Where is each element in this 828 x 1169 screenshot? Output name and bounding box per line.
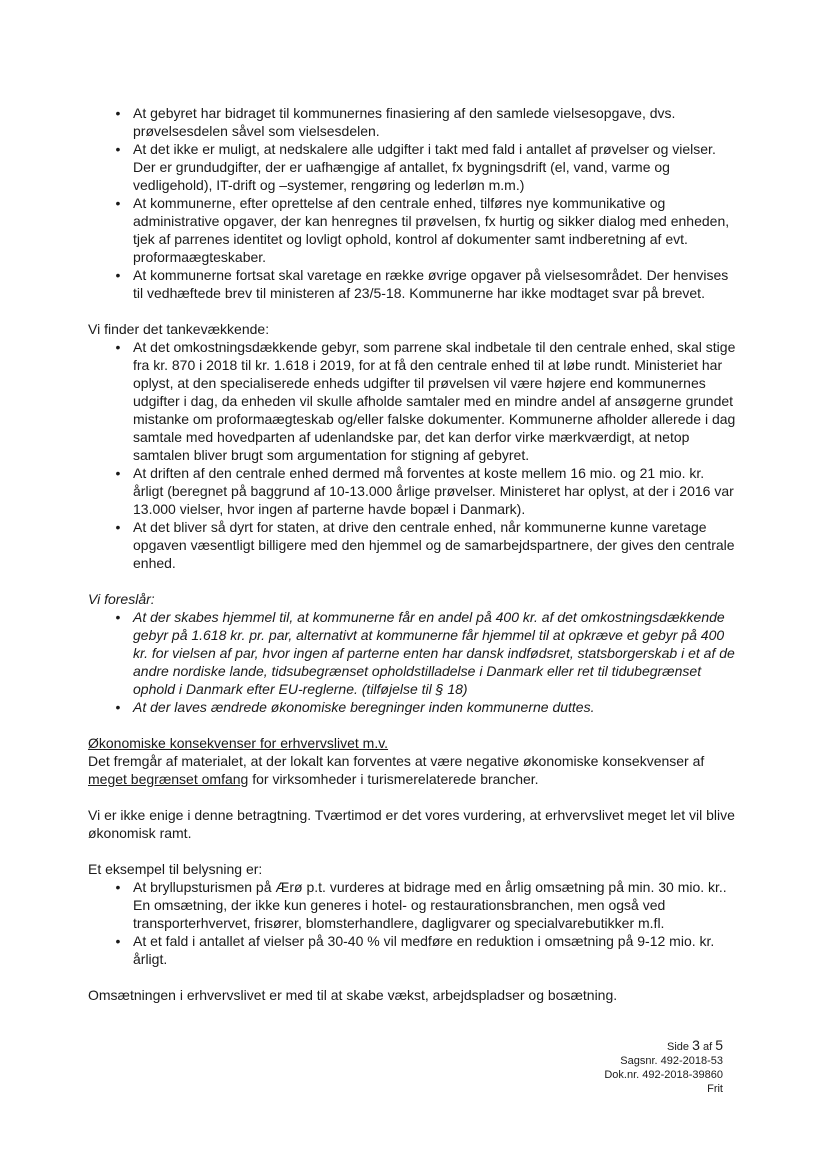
classification: Frit <box>707 1083 723 1095</box>
list-item: • At det omkostningsdækkende gebyr, som parrene skal indbetale til den centrale enhed, skal stige fra kr. 870 i 2018 til kr. 1.618 i 2019, for at få den centrale enhed til at løbe rundt. Ministeriet har oplyst, at den specialiserede enheds udgifter til prøvelsen vil være højere end kommunernes udgifter i dag, da enheden vil skulle afholde samtaler med en mindre andel af ansøgerne grundet mistanke om proformaægteskab og/eller falske dokumenter. Kommunerne afholder allerede i dag samtale med hovedparten af udenlandske par, det kan derfor virke mærkværdigt, at netop samtalen bliver brugt som argumentation for stigning af gebyret. <box>88 338 738 464</box>
list-item: • At der laves ændrede økonomiske beregninger inden kommunerne duttes. <box>88 698 738 716</box>
underlined-phrase: meget begrænset omfang <box>88 771 249 787</box>
list-item: • At det ikke er muligt, at nedskalere alle udgifter i takt med fald i antallet af prøvelser og vielser. Der er grundudgifter, der er uafhængige af antallet, fx bygningsdrift (el, vand, varme og vedligehold), IT-drift og –systemer, rengøring og lederløn m.m.) <box>88 140 738 194</box>
section-heading-tankevaekkende: Vi finder det tankevækkende: <box>88 321 270 337</box>
bullet: • <box>115 339 121 355</box>
document-number: Dok.nr. 492-2018-39860 <box>604 1069 723 1081</box>
arguments-list <box>88 104 738 302</box>
case-number: Sagsnr. 492-2018-53 <box>620 1055 723 1067</box>
section-heading-eksempel: Et eksempel til belysning er: <box>88 861 263 877</box>
bullet: • <box>115 267 121 283</box>
list-item: • At et fald i antallet af vielser på 30-40 % vil medføre en reduktion i omsætning på 9-12 mio. kr. årligt. <box>88 932 738 968</box>
bullet: • <box>115 519 121 535</box>
forslag-list <box>88 608 738 716</box>
closing-paragraph: Omsætningen i erhvervslivet er med til at skabe vækst, arbejdspladser og bosætning. <box>88 987 618 1003</box>
page-number: Side 3 af 5 <box>667 1037 723 1053</box>
list-item: • At driften af den centrale enhed dermed må forventes at koste mellem 16 mio. og 21 mio. kr. årligt (beregnet på baggrund af 10-13.000 årlige prøvelser. Ministeret har oplyst, at der i 2016 var 13.000 vielser, hvor ingen af parterne havde bopæl i Danmark). <box>88 464 738 518</box>
bullet: • <box>115 879 121 895</box>
bullet: • <box>115 609 121 625</box>
eksempel-list <box>88 878 738 968</box>
bullet: • <box>115 699 121 715</box>
list-item: • At kommunerne, efter oprettelse af den centrale enhed, tilføres nye kommunikative og administrative opgaver, der kan henregnes til prøvelsen, fx hurtig og sikker dialog med enheden, tjek af parrenes identitet og lovligt ophold, kontrol af dokumenter samt indberetning af evt. proformaægteskaber. <box>88 194 738 266</box>
bullet: • <box>115 141 121 157</box>
tankevaekkende-list <box>88 338 738 572</box>
list-item: • At bryllupsturismen på Ærø p.t. vurderes at bidrage med en årlig omsætning på min. 30 mio. kr.. En omsætning, der ikke kun generes i hotel- og restaurationsbranchen, men også ved transporterhvervet, frisører, blomsterhandlere, dagligvarer og specialvarebutikker m.fl. <box>88 878 738 932</box>
list-item: • At kommunerne fortsat skal varetage en række øvrige opgaver på vielsesområdet. Der henvises til vedhæftede brev til ministeren af 23/5-18. Kommunerne har ikke modtaget svar på brevet. <box>88 266 738 302</box>
bullet: • <box>115 195 121 211</box>
bullet: • <box>115 105 121 121</box>
bullet: • <box>115 465 121 481</box>
document-body <box>88 104 738 1004</box>
list-item: • At det bliver så dyrt for staten, at drive den centrale enhed, når kommunerne kunne varetage opgaven væsentligt billigere med den hjemmel og de samarbejdspartnere, der gives den centrale enhed. <box>88 518 738 572</box>
page-footer <box>604 1038 723 1096</box>
konsekvenser-paragraph: Det fremgår af materialet, at der lokalt kan forventes at være negative økonomiske konsekvenser af meget begrænset omfang for virksomheder i turismerelaterede brancher. <box>88 753 705 787</box>
list-item: • At der skabes hjemmel til, at kommunerne får en andel på 400 kr. af det omkostningsdækkende gebyr på 1.618 kr. pr. par, alternativt at kommunerne får hjemmel til at opkræve et gebyr på 400 kr. for vielsen af par, hvor ingen af parterne enten har dansk indfødsret, statsborgerskab i et af de andre nordiske lande, tidsubegrænset opholdstilladelse i Danmark eller ret til tidubegrænset ophold i Danmark efter EU-reglerne. (tilføjelse til § 18) <box>88 608 738 698</box>
section-heading-forslag: Vi foreslår: <box>88 591 155 607</box>
list-item: • At gebyret har bidraget til kommunernes finasiering af den samlede vielsesopgave, dvs. prøvelsesdelen såvel som vielsesdelen. <box>88 104 738 140</box>
section-heading-konsekvenser: Økonomiske konsekvenser for erhvervslivet m.v. <box>88 735 389 751</box>
disagree-paragraph: Vi er ikke enige i denne betragtning. Tværtimod er det vores vurdering, at erhvervslivet meget let vil blive økonomisk ramt. <box>88 807 735 841</box>
bullet: • <box>115 933 121 949</box>
